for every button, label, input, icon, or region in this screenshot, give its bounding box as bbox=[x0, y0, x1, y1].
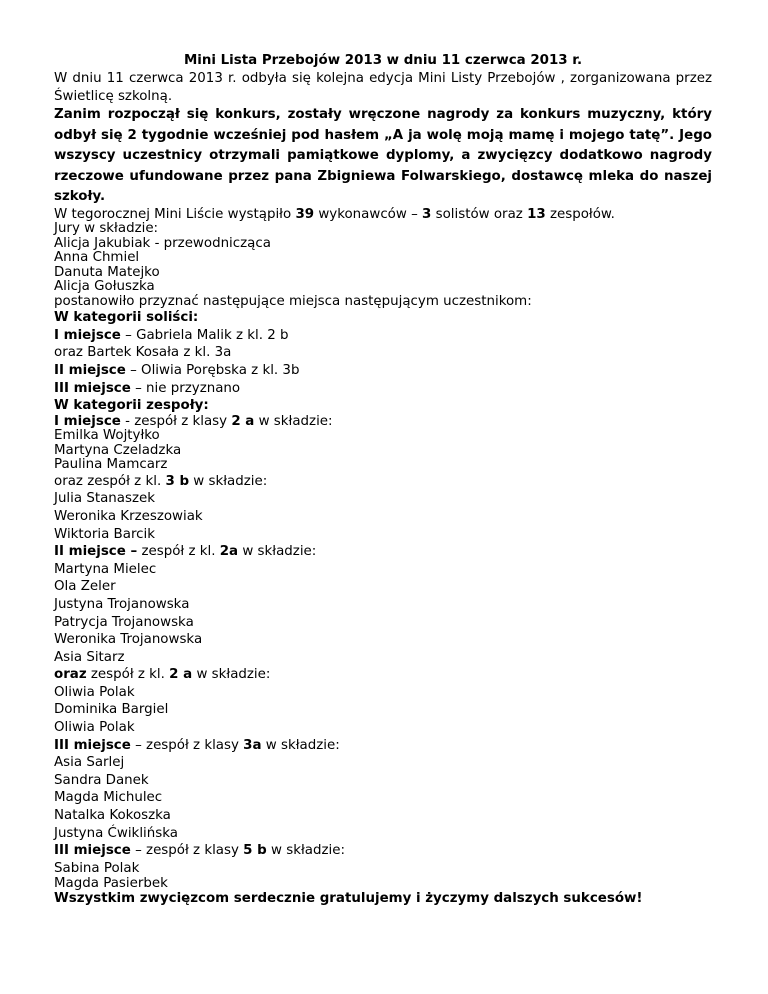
group-member: Wiktoria Barcik bbox=[54, 526, 155, 542]
jury-heading: Jury w składzie: bbox=[54, 221, 159, 237]
soloists-first-place: I miejsce – Gabriela Malik z kl. 2 b bbox=[54, 327, 289, 343]
group-member: Justyna Ćwiklińska bbox=[54, 825, 178, 841]
groups-first-place-b: oraz zespół z kl. 3 b w składzie: bbox=[54, 473, 268, 489]
group-member: Sandra Danek bbox=[54, 772, 149, 788]
jury-member: Alicja Jakubiak - przewodnicząca bbox=[54, 235, 271, 251]
jury-member: Anna Chmiel bbox=[54, 250, 140, 266]
soloists-count: 3 bbox=[422, 206, 432, 222]
group-member: Justyna Trojanowska bbox=[54, 596, 190, 612]
intro-paragraph: W dniu 11 czerwca 2013 r. odbyła się kolejna edycja Mini Listy Przebojów , zorganizowana przez Świetlicę szkolną. bbox=[54, 71, 712, 104]
stats-line: W tegorocznej Mini Liście wystąpiło 39 wykonawców – 3 solistów oraz 13 zespołów. bbox=[54, 206, 615, 222]
group-member: Dominika Bargiel bbox=[54, 702, 169, 718]
jury-member: Danuta Matejko bbox=[54, 264, 160, 280]
awards-paragraph: Zanim rozpoczął się konkurs, zostały wręczone nagrody za konkurs muzyczny, który odbył się 2 tygodnie wcześniej pod hasłem „A ja wolę moją mamę i mojego tatę”. Jego wszyscy uczestnicy otrzymali pamiątkowe dyplomy, a zwycięzcy dodatkowo nagrody rzeczowe ufundowane przez pana Zbigniewa Folwarskiego, dostawcę mleka do naszej szkoły. bbox=[54, 107, 712, 205]
groups-second-place-b: oraz zespół z kl. 2 a w składzie: bbox=[54, 667, 271, 683]
document-title: Mini Lista Przebojów 2013 w dniu 11 czerwca 2013 r. bbox=[183, 53, 583, 68]
groups-third-place-b: III miejsce – zespół z klasy 5 b w składzie: bbox=[54, 843, 345, 859]
group-member: Oliwia Polak bbox=[54, 684, 135, 700]
group-member: Magda Pasierbek bbox=[54, 876, 168, 892]
groups-count: 13 bbox=[527, 206, 546, 222]
group-member: Asia Sitarz bbox=[54, 649, 125, 665]
group-member: Paulina Mamcarz bbox=[54, 457, 168, 473]
group-member: Martyna Czeladzka bbox=[54, 442, 182, 458]
soloists-second-place: II miejsce – Oliwia Porębska z kl. 3b bbox=[54, 362, 300, 378]
group-member: Asia Sarlej bbox=[54, 755, 125, 771]
group-member: Sabina Polak bbox=[54, 860, 140, 876]
group-member: Ola Zeler bbox=[54, 579, 116, 595]
group-member: Magda Michulec bbox=[54, 790, 163, 806]
group-member: Martyna Mielec bbox=[54, 561, 157, 577]
groups-first-place: I miejsce - zespół z klasy 2 a w składzie: bbox=[54, 413, 333, 429]
group-member: Patrycja Trojanowska bbox=[54, 614, 194, 630]
group-member: Emilka Wojtyłko bbox=[54, 428, 160, 444]
group-member: Julia Stanaszek bbox=[54, 491, 155, 507]
soloists-first-place-extra: oraz Bartek Kosała z kl. 3a bbox=[54, 345, 232, 361]
jury-member: Alicja Gołuszka bbox=[54, 279, 155, 295]
closing-line: Wszystkim zwycięzcom serdecznie gratulujemy i życzymy dalszych sukcesów! bbox=[54, 890, 643, 906]
groups-heading: W kategorii zespoły: bbox=[54, 398, 209, 414]
group-member: Weronika Trojanowska bbox=[54, 632, 203, 648]
soloists-third-place: III miejsce – nie przyznano bbox=[54, 380, 241, 396]
jury-decision: postanowiło przyznać następujące miejsca następującym uczestnikom: bbox=[54, 293, 532, 309]
group-member: Natalka Kokoszka bbox=[54, 808, 171, 824]
performers-count: 39 bbox=[295, 206, 315, 222]
group-member: Oliwia Polak bbox=[54, 720, 135, 736]
groups-second-place: II miejsce – zespół z kl. 2a w składzie: bbox=[54, 544, 317, 560]
soloists-heading: W kategorii soliści: bbox=[54, 310, 199, 326]
group-member: Weronika Krzeszowiak bbox=[54, 508, 203, 524]
groups-third-place: III miejsce – zespół z klasy 3a w składzie: bbox=[54, 737, 340, 753]
